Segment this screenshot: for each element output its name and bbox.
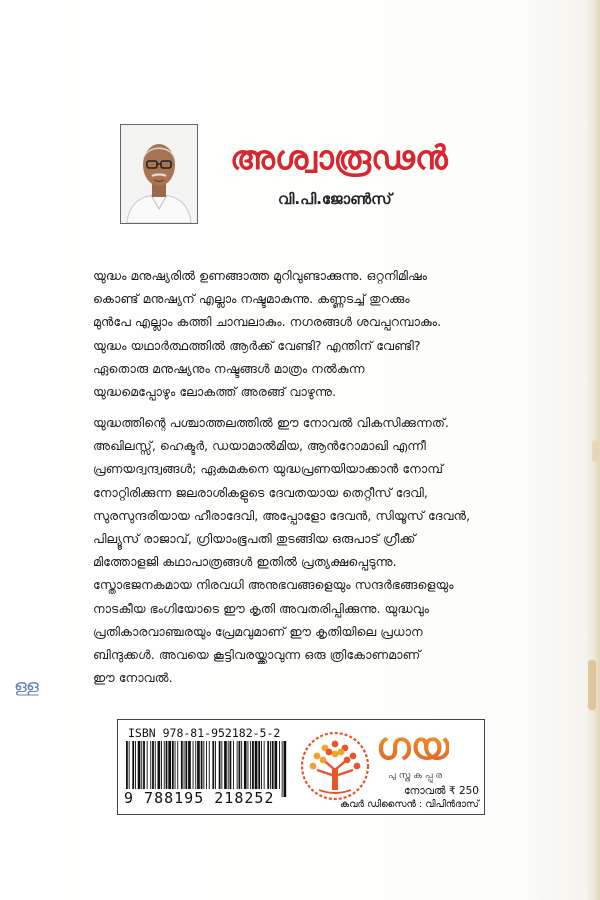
barcode-bar [132,741,134,789]
blurb-line: സ്തോഭജനകമായ നിരവധി അനുഭവങ്ങളെയും സന്ദർഭങ്ങളെയും [93,577,454,593]
publisher-name: ഗയ [376,724,450,768]
book-author: വി.പി.ജോൺസ് [278,190,392,208]
blurb-line: ഏതൊരു മനുഷ്യനും നഷ്ടങ്ങൾ മാത്രം നൽകുന്ന [93,360,365,376]
barcode-bar [228,741,229,789]
barcode-bar [244,741,247,789]
barcode-bar [261,741,262,789]
blurb-line: പ്രണയദ്വന്ദ്വങ്ങൾ; ഏകമകനെ യുദ്ധപ്രണയിയാക്കാൻ നോമ്പ് [93,461,444,477]
barcode-bar [282,741,283,797]
barcode-bar [135,741,136,789]
blurb-line: ഈ നോവൽ. [93,670,173,686]
barcode-bar [195,741,196,789]
publisher-subtitle: പുസ്തകപ്പുര [388,771,445,781]
barcode-bar [152,741,154,789]
barcode-bar [224,741,227,789]
barcode-bar [201,741,203,789]
logo-leaf [314,753,321,760]
barcode-bar [188,741,191,789]
blurb-line: പ്രതികാരവാഞ്ചരയും പ്രേമവുമാണ് ഈ കൃതിയിലെ പ്രധാന [93,623,423,639]
logo-roots [319,790,351,793]
logo-leaf [310,763,317,770]
barcode-bar [185,741,187,789]
blurb-line: അഖിലസ്സ്, ഹെക്ടർ, ഡയാമാൽമിയ, ആൻറോമാഖി എന്നീ [93,438,426,454]
barcode-bar [233,741,234,789]
blurb-line: യുദ്ധമെപ്പോഴും ലോകത്ത് അരങ്ങ് വാഴുന്നു. [93,383,337,399]
barcode-bar [177,741,178,789]
blurb-line: കൊണ്ട് മനുഷ്യന് എല്ലാം നഷ്ടമാകുന്നു. കണ്ണടച്ച് തുറക്കും [93,291,410,307]
barcode-bar [166,741,168,789]
barcode-bar [272,741,274,789]
blurb-line: നാടകീയ ഭംഗിയോടെ ഈ കൃതി അവതരിപ്പിക്കുന്നു. യുദ്ധവും [93,600,430,616]
blurb-line: സുരസുന്ദരിയായ ഹീരാദേവി, അപ്പോളോ ദേവൻ, സിയൂസ് ദേവൻ, [93,507,471,523]
logo-leaf [332,751,339,758]
blurb-line: യുദ്ധം മനുഷ്യരിൽ ഉണങ്ങാത്ത മുറിവുണ്ടാക്കുന്നു. ഒറ്റനിമിഷം [93,268,428,283]
author-photo [120,124,198,224]
logo-leaf [350,753,357,760]
barcode-bar [181,741,183,789]
blurb-line: മിത്തോളജി കഥാപാത്രങ്ങൾ ഇതിൽ പ്രത്യക്ഷപ്പെടുന്നു. [93,554,397,570]
barcode-bar [255,741,258,789]
barcode-bar [279,741,280,789]
barcode-bar [221,741,222,789]
barcode-bar [158,741,161,789]
barcode-bar [175,741,176,789]
logo-trunk [332,768,338,790]
blurb-line: യുദ്ധത്തിന്റെ പശ്ചാത്തലത്തിൽ ഈ നോവൽ വികസിക്കുന്നത്. [93,415,450,430]
cover-design-credit: കവർ ഡിസൈൻ : വിപിൻദാസ് [340,799,479,810]
barcode-bar [172,741,174,789]
barcode-bar [150,741,151,789]
barcode-bar [267,741,269,789]
barcode-bar [143,741,145,789]
edge-decoration [588,660,596,710]
logo-leaf [344,757,351,764]
barcode-bar [138,741,141,789]
barcode-bar [230,741,232,789]
barcode-bar [284,741,287,797]
ean-digits: 9 788195 218252 [124,789,275,807]
barcode-bar [209,741,210,789]
barcode-bar [270,741,271,789]
barcode-bar [164,741,165,789]
barcode-bar [241,741,242,789]
barcode-bar [147,741,148,789]
blurb-paragraph-2 [93,411,523,689]
barcode-bar [197,741,200,789]
barcode-bar [161,741,162,789]
barcode-bar [155,741,156,789]
barcode-bar [239,741,241,789]
side-stamp-glyph: ള്ള [14,676,39,697]
isbn-label: ISBN 978-81-952182-5-2 [128,726,281,740]
logo-leaf [354,763,361,770]
edge-decoration [592,440,598,462]
logo-leaf [338,749,345,756]
barcode-bar [237,741,238,789]
blurb-line: നോറ്റിരിക്കുന്ന ജലരാശികളുടെ ദേവതയായ തെറ്റീസ് ദേവി, [93,484,428,500]
barcode-bar [212,741,214,789]
barcode-bar [141,741,142,789]
blurb-line: പില്യൂസ് രാജാവ്, ഗ്രിയാംഭൂപതി തുടങ്ങിയ ഒരുപാട് ഗ്രീക്ക് [93,530,416,546]
logo-leaf [332,741,339,748]
logo-leaf [326,749,333,756]
blurb-line: ബിന്ദുക്കൾ. അവയെ കൂട്ടിവരയ്ക്കാവുന്ന ഒരു ത്രികോണമാണ് [93,646,421,662]
barcode-bar [193,741,194,789]
book-title: അശ്വാരൂഢൻ [230,138,448,177]
blurb-paragraph-1 [93,264,523,403]
barcode-bar [219,741,221,789]
barcode-bar [215,741,216,789]
barcode-bar [264,741,265,789]
barcode-bar [184,741,185,789]
blurb-line: മുൻപേ എല്ലാം കത്തി ചാമ്പലാകും. നഗരങ്ങൾ ശവപ്പറമ്പാകും. [93,314,442,330]
logo-leaf [320,757,327,764]
barcode-bar [168,741,171,789]
barcode-bar [258,741,260,789]
publisher-tree-logo [299,730,371,802]
barcode-bar [250,741,251,789]
barcode-bar [275,741,278,789]
barcode-bar [252,741,254,789]
blurb-line: യുദ്ധം യഥാർത്ഥത്തിൽ ആർക്ക് വേണ്ടി? എന്തിന് വേണ്ടി? [93,337,421,353]
barcode-bar [248,741,249,789]
price-label: നോവൽ ₹ 250 [404,785,479,797]
